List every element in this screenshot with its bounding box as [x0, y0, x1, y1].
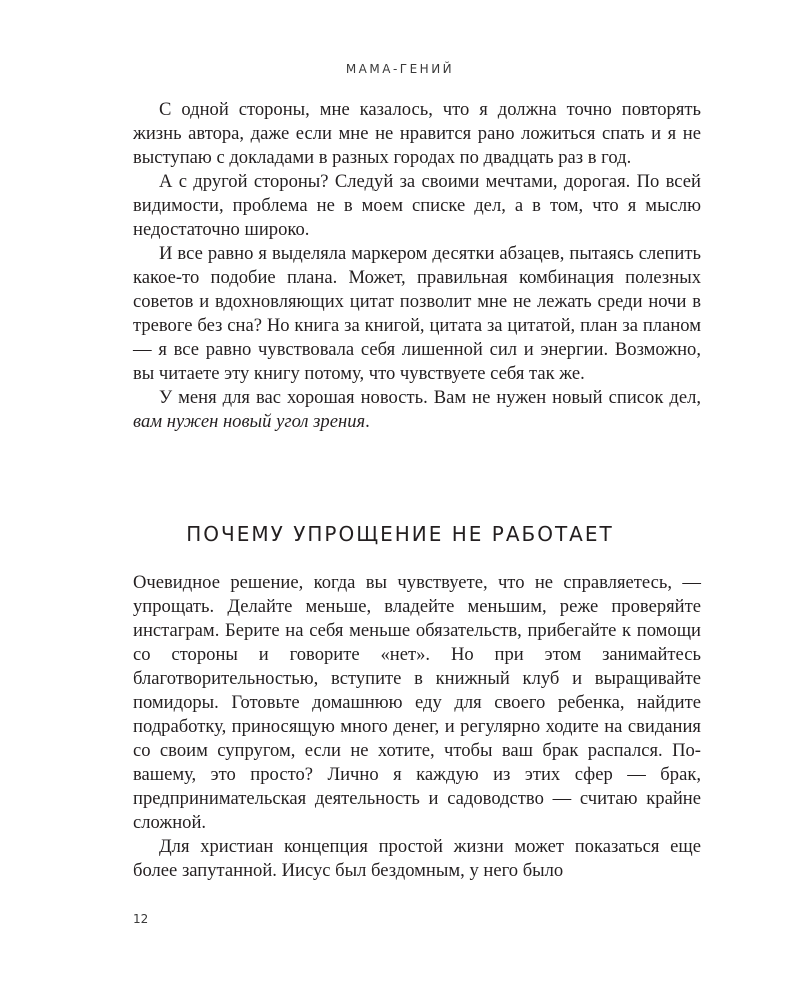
- running-head: МАМА-ГЕНИЙ: [345, 62, 455, 76]
- text-block-bottom: [133, 571, 701, 883]
- paragraph: [133, 386, 701, 434]
- text-block-top: [133, 98, 701, 434]
- paragraph: А с другой стороны? Следуй за своими мечтами, дорогая. По всей видимости, проблема не в моем списке дел, а в том, что я мыслю недостаточно широко.: [133, 171, 701, 240]
- paragraph: С одной стороны, мне казалось, что я должна точно повторять жизнь автора, даже если мне не нравится рано ложиться спать и я не выступаю с докладами в разных городах по двадцать раз в год.: [133, 99, 701, 168]
- page-number: 12: [133, 912, 149, 926]
- section-heading: ПОЧЕМУ УПРОЩЕНИЕ НЕ РАБОТАЕТ: [186, 522, 614, 546]
- paragraph: И все равно я выделяла маркером десятки абзацев, пытаясь слепить какое-то подобие плана. Может, правильная комбинация полезных советов и вдохновляющих цитат позволит мне не лежать среди ночи в тревоге без сна? Но книга за книгой, цитата за цитатой, план за планом — я все равно чувствовала себя лишенной сил и энергии. Возможно, вы читаете эту книгу потому, что чувствуете себя так же.: [133, 243, 701, 384]
- emphasis-text: вам нужен новый угол зрения: [133, 411, 366, 432]
- paragraph: Для христиан концепция простой жизни может показаться еще более запутанной. Иисус был бездомным, у него было: [133, 836, 701, 881]
- paragraph-text: У меня для вас хорошая новость. Вам не нужен новый список дел,: [159, 387, 701, 408]
- paragraph-end: .: [365, 411, 370, 432]
- paragraph: Очевидное решение, когда вы чувствуете, что не справляетесь, — упрощать. Делайте меньше, владейте меньшим, реже проверяйте инстаграм. Берите на себя меньше обязательств, прибегайте к помощи со стороны и говорите «нет». Но при этом занимайтесь благотворительностью, вступите в книжный клуб и выращивайте помидоры. Готовьте домашнюю еду для своего ребенка, найдите подработку, приносящую много денег, и регулярно ходите на свидания со своим супругом, если не хотите, чтобы ваш брак распался. По-вашему, это просто? Лично я каждую из этих сфер — брак, предпринимательская деятельность и садоводство — считаю крайне сложной.: [133, 572, 701, 833]
